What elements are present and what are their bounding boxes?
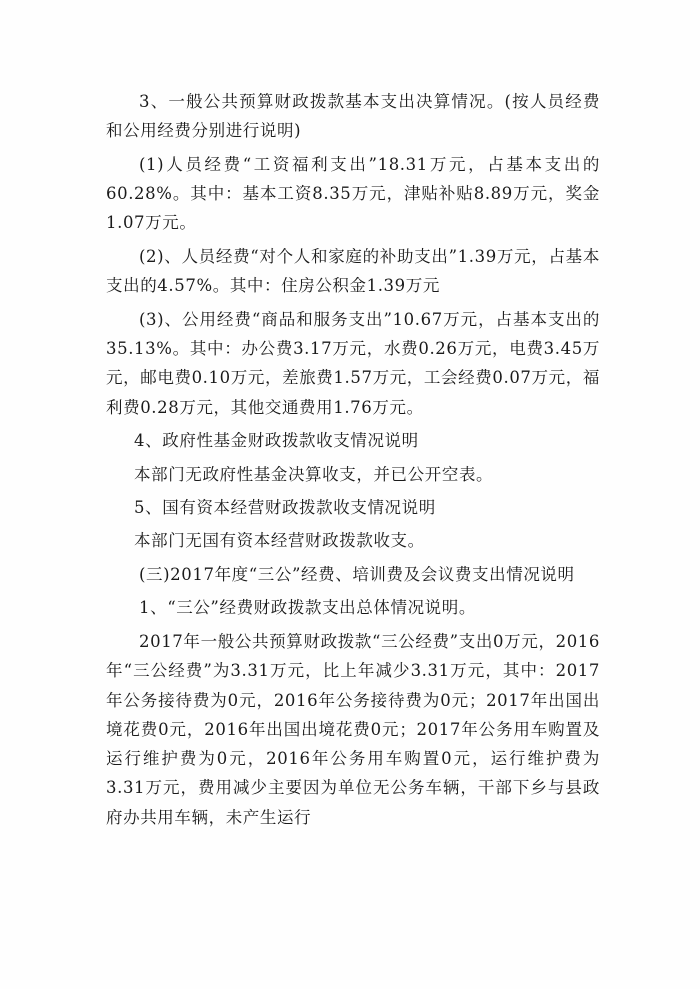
paragraph-state-capital-note: 本部门无国有资本经营财政拨款收支。 bbox=[134, 531, 425, 551]
paragraph-personnel-subsidies: (2)、人员经费“对个人和家庭的补助支出”1.39万元，占基本支出的4.57%。其中：住房公积金1.39万元 bbox=[106, 246, 600, 296]
paragraph-government-fund-note: 本部门无政府性基金决算收支，并已公开空表。 bbox=[134, 464, 494, 484]
paragraph-three-public-overview-heading: 1、“三公”经费财政拨款支出总体情况说明。 bbox=[139, 598, 476, 618]
paragraph-government-fund-heading: 4、政府性基金财政拨款收支情况说明 bbox=[134, 431, 419, 451]
paragraph-three-public-overview: 2017年一般公共预算财政拨款“三公经费”支出0万元，2016年“三公经费”为3.31万元，比上年减少3.31万元，其中：2017年公务接待费为0元，2016年公务接待费为0元；2017年出国出境花费0元，2016年出国出境花费0元；2017年公务用车购置及运行维护费为0元，2016年公务用车购置0元，运行维护费为3.31万元，费用减少主要因为单位无公务车辆，干部下乡与县政府办共用车辆，未产生运行 bbox=[106, 631, 600, 827]
paragraph-basic-expenditure-heading: 3、一般公共预算财政拨款基本支出决算情况。(按人员经费和公用经费分别进行说明) bbox=[106, 92, 600, 141]
paragraph-state-capital-heading: 5、国有资本经营财政拨款收支情况说明 bbox=[134, 497, 436, 517]
paragraph-personnel-wages: (1)人员经费“工资福利支出”18.31万元，占基本支出的60.28%。其中：基本工资8.35万元，津贴补贴8.89万元，奖金1.07万元。 bbox=[106, 154, 600, 233]
document-body bbox=[106, 87, 600, 832]
paragraph-public-expenses: (3)、公用经费“商品和服务支出”10.67万元，占基本支出的35.13%。其中：办公费3.17万元，水费0.26万元，电费3.45万元，邮电费0.10万元，差旅费1.57万元，工会经费0.07万元，福利费0.28万元，其他交通费用1.76万元。 bbox=[106, 309, 600, 417]
paragraph-three-public-heading: (三)2017年度“三公”经费、培训费及会议费支出情况说明 bbox=[139, 564, 575, 584]
